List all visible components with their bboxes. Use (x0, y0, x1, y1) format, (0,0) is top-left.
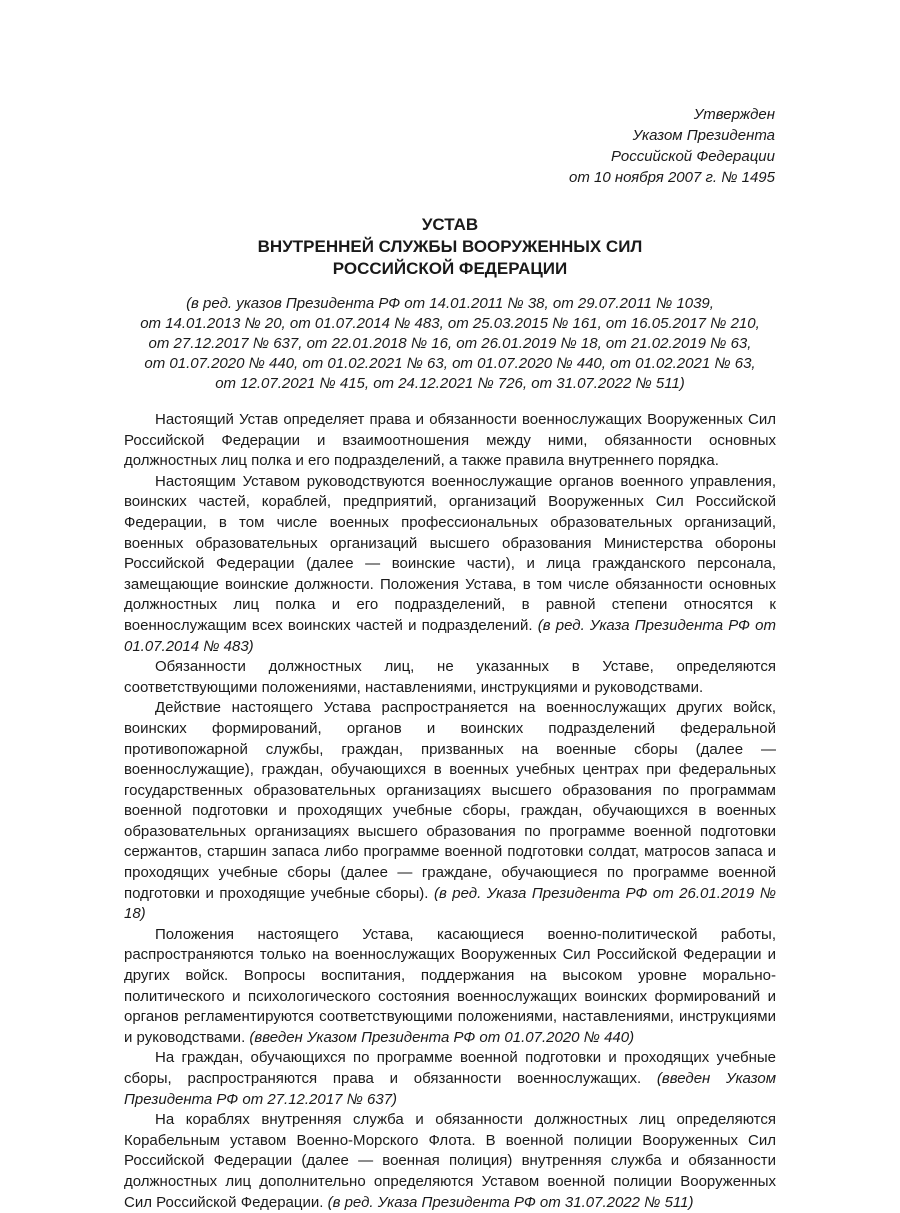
approval-line: Российской Федерации (611, 148, 775, 165)
amendment-note: (в ред. Указа Президента РФ от 01.07.2014 № 483) (124, 616, 777, 655)
amendment-line: (в ред. указов Президента РФ от 14.01.2011 № 38, от 29.07.2011 № 1039, (186, 295, 714, 312)
amendment-line: от 27.12.2017 № 637, от 22.01.2018 № 16, от 26.01.2019 № 18, от 21.02.2019 № 63, (148, 335, 752, 352)
paragraph (124, 698, 776, 925)
amendments-block (124, 294, 776, 394)
paragraph-text: Положения настоящего Устава, касающиеся военно-политической работы, распространяются только на военнослужащих Вооруженных Сил Российской Федерации и других войск. Вопросы воспитания, поддержания на высоком уровне морально-политического и психологического состояния военнослужащих воинских формирований и органов регламентируются соответствующими положениями, наставлениями, инструкциями и руководствами. (124, 925, 776, 1046)
approval-line: от 10 ноября 2007 г. № 1495 (569, 169, 775, 186)
title-line: ВНУТРЕННЕЙ СЛУЖБЫ ВООРУЖЕННЫХ СИЛ (257, 237, 643, 256)
paragraph (124, 1110, 776, 1213)
approval-line: Указом Президента (632, 127, 775, 144)
paragraph (124, 472, 776, 657)
document-body (124, 410, 776, 1213)
amendment-note: (введен Указом Президента РФ от 01.07.2020 № 440) (249, 1028, 635, 1046)
amendment-note: (в ред. Указа Президента РФ от 26.01.2019 № 18) (124, 884, 776, 923)
approval-line: Утвержден (693, 106, 775, 123)
paragraph (124, 925, 776, 1049)
amendment-note: (в ред. Указа Президента РФ от 31.07.2022 № 511) (327, 1193, 694, 1211)
paragraph (124, 657, 776, 698)
amendment-line: от 12.07.2021 № 415, от 24.12.2021 № 726, от 31.07.2022 № 511) (215, 375, 685, 392)
paragraph-text: Настоящий Устав определяет права и обязанности военнослужащих Вооруженных Сил Российской Федерации и взаимоотношения между ними, обязанности основных должностных лиц полка и его подразделений, а также правила внутреннего порядка. (124, 411, 776, 470)
paragraph-text: Обязанности должностных лиц, не указанных в Уставе, определяются соответствующими положениями, наставлениями, инструкциями и руководствами. (124, 658, 776, 696)
paragraph (124, 1048, 776, 1110)
amendment-note: (введен Указом Президента РФ от 27.12.2017 № 637) (124, 1070, 776, 1108)
paragraph-text: На кораблях внутренняя служба и обязанности должностных лиц определяются Корабельным уставом Военно-Морского Флота. В военной полиции Вооруженных Сил Российской Федерации (далее — военная полиция) внутренняя служба и обязанности должностных лиц дополнительно определяются Уставом военной полиции Вооруженных Сил Российской Федерации. (124, 1111, 776, 1211)
paragraph-text: На граждан, обучающихся по программе военной подготовки и проходящих учебные сборы, распространяются права и обязанности военнослужащих. (124, 1049, 776, 1087)
paragraph (124, 410, 776, 472)
amendment-line: от 01.07.2020 № 440, от 01.02.2021 № 63, от 01.07.2020 № 440, от 01.02.2021 № 63, (144, 355, 756, 372)
title-line: РОССИЙСКОЙ ФЕДЕРАЦИИ (332, 259, 568, 278)
paragraph-text: Настоящим Уставом руководствуются военнослужащие органов военного управления, воинских частей, кораблей, предприятий, организаций Вооруженных Сил Российской Федерации, в том числе военных профессиональных образовательных организаций, военных образовательных организаций высшего образования Министерства обороны Российской Федерации (далее — воинские части), и лица гражданского персонала, замещающие воинские должности. Положения Устава, в том числе обязанности основных должностных лиц полка и его подразделений, в равной степени относятся к военнослужащим всех воинских частей и подразделений. (124, 472, 776, 634)
title-line: УСТАВ (421, 215, 479, 234)
paragraph-text: Действие настоящего Устава распространяется на военнослужащих других войск, воинских формирований, органов и воинских подразделений федеральной противопожарной службы, граждан, призванных на военные сборы (далее — военнослужащие), граждан, обучающихся в военных учебных центрах при федеральных государственных образовательных организациях высшего образования по программам военной подготовки и проходящих учебные сборы, граждан, обучающихся в военных образовательных организациях высшего образования по программе военной подготовки сержантов, старшин запаса либо программе военной подготовки солдат, матросов запаса и проходящих учебные сборы (далее — граждане, обучающиеся по программе военной подготовки и проходящие учебные сборы). (124, 699, 776, 902)
approval-block (520, 104, 775, 188)
amendment-line: от 14.01.2013 № 20, от 01.07.2014 № 483, от 25.03.2015 № 161, от 16.05.2017 № 210, (140, 315, 760, 332)
document-title (124, 214, 776, 280)
